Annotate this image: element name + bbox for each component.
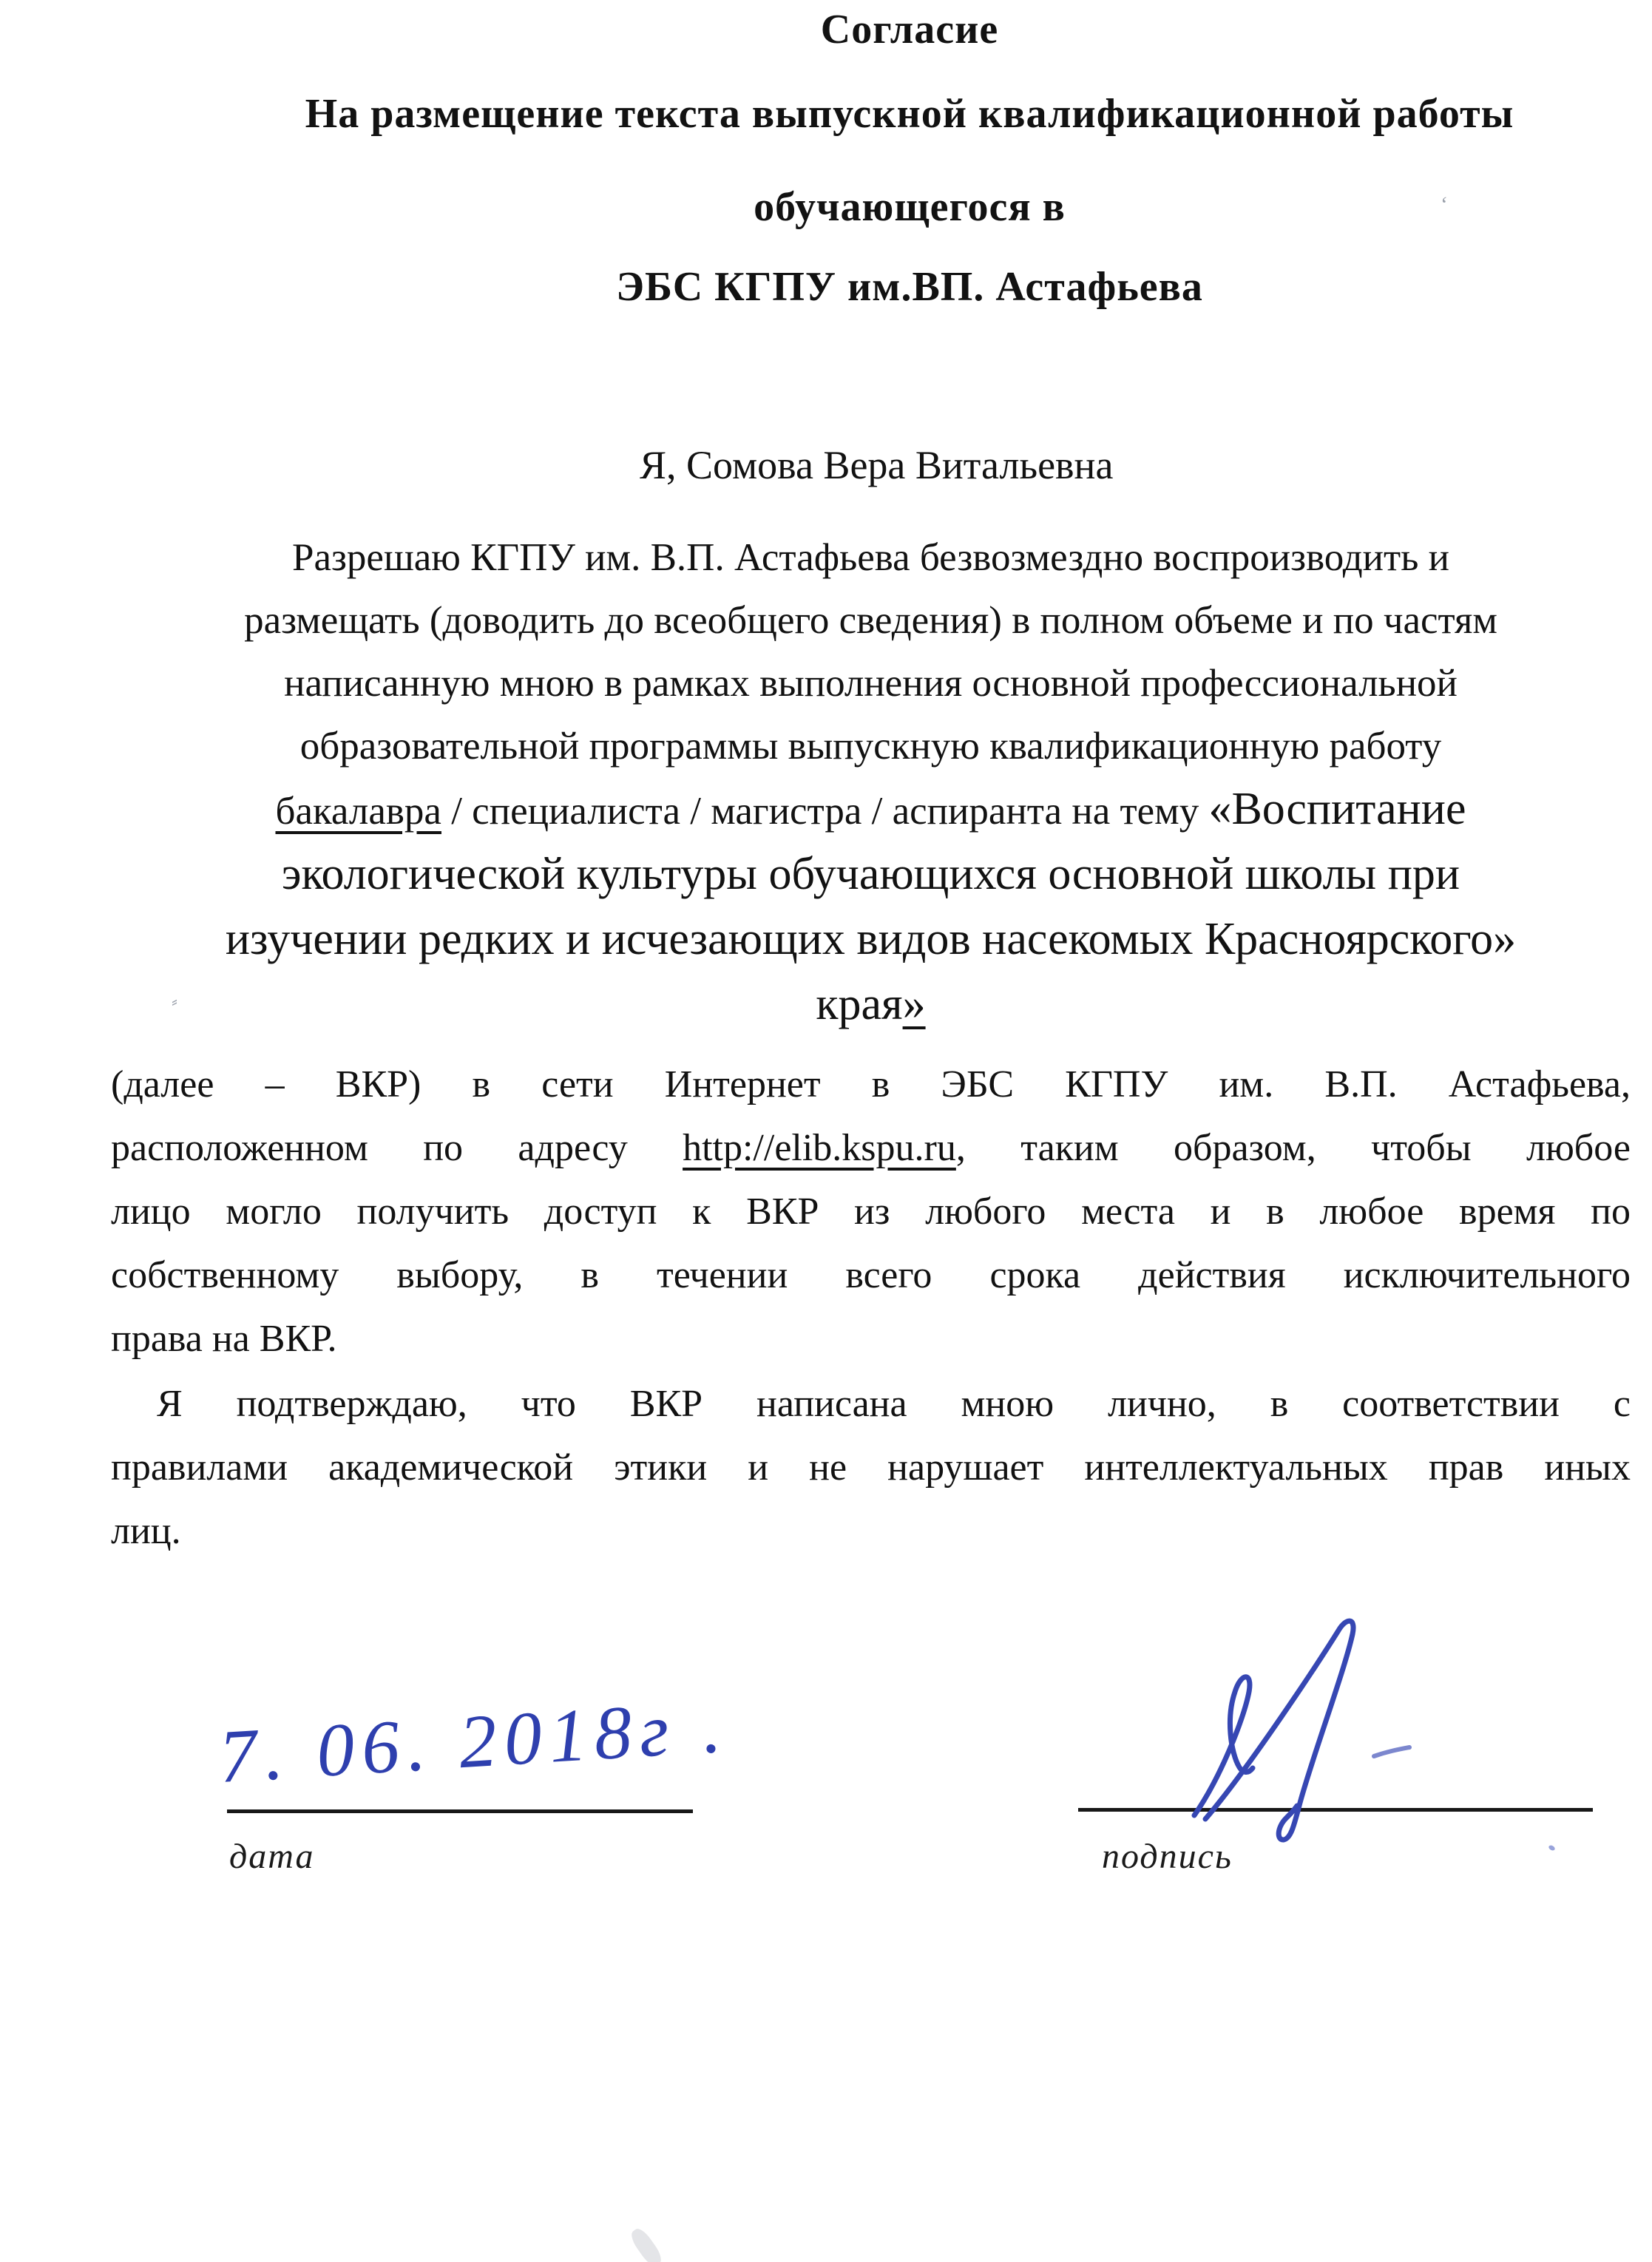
signature-label: подпись [1102, 1837, 1233, 1876]
permission-line-4-text: образовательной программы выпускную квалификационную работу [299, 725, 1442, 768]
date-label: дата [229, 1837, 315, 1876]
confirmation-line-3 [111, 1500, 1631, 1563]
internet-line-2-text: расположенном по адресу [111, 1127, 683, 1169]
confirmation-line-3-text: лиц. [111, 1510, 181, 1552]
internet-line-2-text-after-url: , таким образом, чтобы любое [955, 1127, 1631, 1169]
confirmation-line-1 [111, 1372, 1631, 1436]
internet-line-5 [111, 1307, 1631, 1371]
permission-line-2 [111, 589, 1631, 652]
internet-line-4 [111, 1244, 1631, 1307]
permission-line-7 [111, 908, 1631, 973]
date-signature-line [227, 1809, 693, 1813]
thesis-title-text: экологической культуры обучающихся основной школы при [281, 849, 1460, 899]
permission-line-1-text: Разрешаю КГПУ им. В.П. Астафьева безвозмездно воспроизводить и [292, 536, 1449, 579]
permission-line-4 [111, 715, 1631, 778]
thesis-title-ending: края [816, 979, 903, 1029]
degree-level-underlined: бакалавра [275, 790, 441, 833]
internet-line-3-text: лицо могло получить доступ к ВКР из любого места и в любое время по [111, 1191, 1631, 1233]
degree-options-text: / специалиста / магистра / аспиранта на тему [441, 790, 1209, 833]
thesis-title-opening: «Воспитание [1208, 784, 1466, 834]
scan-artifact-ink-dot [1548, 1844, 1556, 1852]
permission-line-6 [111, 843, 1631, 908]
document-subtitle-line-3: ЭБС КГПУ им.ВП. Астафьева [616, 264, 1203, 310]
document-subtitle-line-1: На размещение текста выпускной квалификационной работы [305, 91, 1514, 137]
document-subtitle-line-2: обучающегося в [754, 184, 1066, 230]
scan-artifact-speck: ⸗ [172, 992, 177, 1012]
elibrary-url: http://elib.kspu.ru [683, 1127, 956, 1169]
permission-line-2-text: размещать (доводить до всеобщего сведения) в полном объеме и по частям [244, 599, 1497, 642]
thesis-title-text-2: изучении редких и исчезающих видов насекомых Красноярского» [225, 914, 1517, 964]
scan-artifact-smudge [628, 2226, 665, 2262]
scan-artifact-speck: ʻ [1441, 192, 1448, 217]
internet-line-3 [111, 1180, 1631, 1244]
permission-line-3-text: написанную мною в рамках выполнения основной профессиональной [284, 662, 1458, 705]
document-title: Согласие [820, 7, 999, 53]
declarant-name-line: Я, Сомова Вера Витальевна [640, 443, 1114, 487]
signature-dash [1374, 1747, 1409, 1756]
permission-line-3 [111, 652, 1631, 715]
handwritten-signature-icon [1154, 1597, 1449, 1852]
permission-line-1 [111, 526, 1631, 589]
confirmation-paragraph [111, 1372, 1631, 1563]
confirmation-line-1-text: Я подтверждаю, что ВКР написана мною лично, в соответствии с [157, 1383, 1631, 1425]
handwritten-date: 7. 06. 2018г . [216, 1684, 731, 1800]
internet-access-paragraph [111, 1053, 1631, 1371]
internet-line-1 [111, 1053, 1631, 1117]
permission-line-8 [111, 973, 1631, 1038]
permission-line-5 [111, 778, 1631, 843]
internet-line-2 [111, 1117, 1631, 1180]
internet-line-5-text: права на ВКР. [111, 1318, 337, 1360]
internet-line-1-text: (далее – ВКР) в сети Интернет в ЭБС КГПУ им. В.П. Астафьева, [111, 1063, 1631, 1105]
confirmation-line-2 [111, 1436, 1631, 1500]
confirmation-line-2-text: правилами академической этики и не нарушает интеллектуальных прав иных [111, 1446, 1631, 1489]
signature-big-loop [1205, 1621, 1353, 1840]
closing-quote-underlined: » [902, 979, 926, 1029]
internet-line-4-text: собственному выбору, в течении всего срока действия исключительного [111, 1254, 1631, 1296]
permission-paragraph [111, 526, 1631, 1038]
